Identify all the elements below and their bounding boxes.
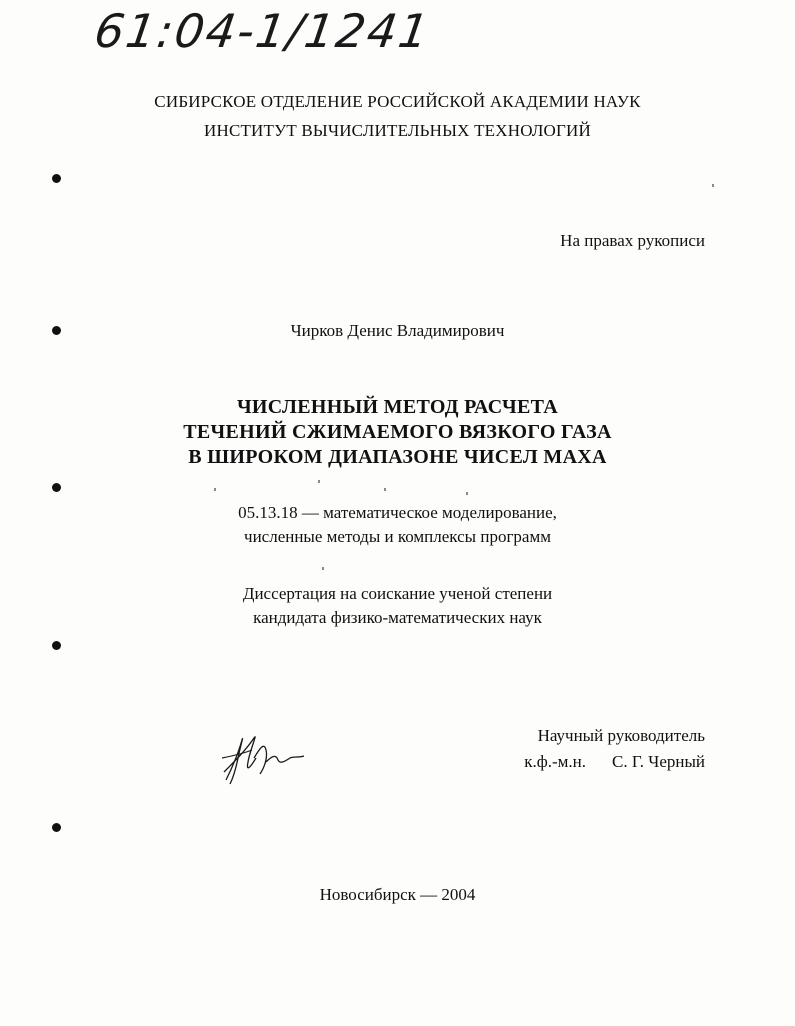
author-name: Чирков Денис Владимирович [290, 321, 505, 340]
advisor-block [524, 723, 705, 775]
advisor-name: С. Г. Черный [612, 752, 705, 771]
specialty-line-2: численные методы и комплексы программ [244, 527, 551, 546]
binder-hole-mark [52, 174, 61, 183]
advisor-degree: к.ф.-м.н. [524, 752, 587, 771]
title-line-1: ЧИСЛЕННЫЙ МЕТОД РАСЧЕТА [236, 396, 559, 418]
scan-speck [214, 488, 216, 491]
binder-hole-mark [52, 823, 61, 832]
manuscript-note: На правах рукописи [560, 231, 705, 250]
scan-speck [384, 488, 386, 491]
scan-speck [712, 184, 714, 187]
scan-speck [318, 480, 320, 483]
binder-hole-mark [52, 483, 61, 492]
specialty-line-1: 05.13.18 — математическое моделирование, [238, 503, 557, 522]
title-line-3: В ШИРОКОМ ДИАПАЗОНЕ ЧИСЕЛ МАХА [188, 446, 607, 468]
binder-hole-mark [52, 641, 61, 650]
title-line-2: ТЕЧЕНИЙ СЖИМАЕМОГО ВЯЗКОГО ГАЗА [183, 421, 612, 443]
binder-hole-mark [52, 326, 61, 335]
org-line-1: СИБИРСКОЕ ОТДЕЛЕНИЕ РОССИЙСКОЙ АКАДЕМИИ НАУК [154, 92, 641, 111]
scan-speck [322, 567, 324, 570]
scan-speck [466, 492, 468, 495]
signature [220, 728, 310, 788]
dissertation-line-2: кандидата физико-математических наук [253, 608, 542, 627]
advisor-credentials [524, 749, 705, 775]
dissertation-line-1: Диссертация на соискание ученой степени [242, 584, 553, 603]
org-line-2: ИНСТИТУТ ВЫЧИСЛИТЕЛЬНЫХ ТЕХНОЛОГИЙ [203, 121, 592, 140]
advisor-label: Научный руководитель [537, 726, 705, 745]
archive-number: 61:04-1/1241 [91, 4, 434, 58]
city-year: Новосибирск — 2004 [319, 885, 476, 904]
